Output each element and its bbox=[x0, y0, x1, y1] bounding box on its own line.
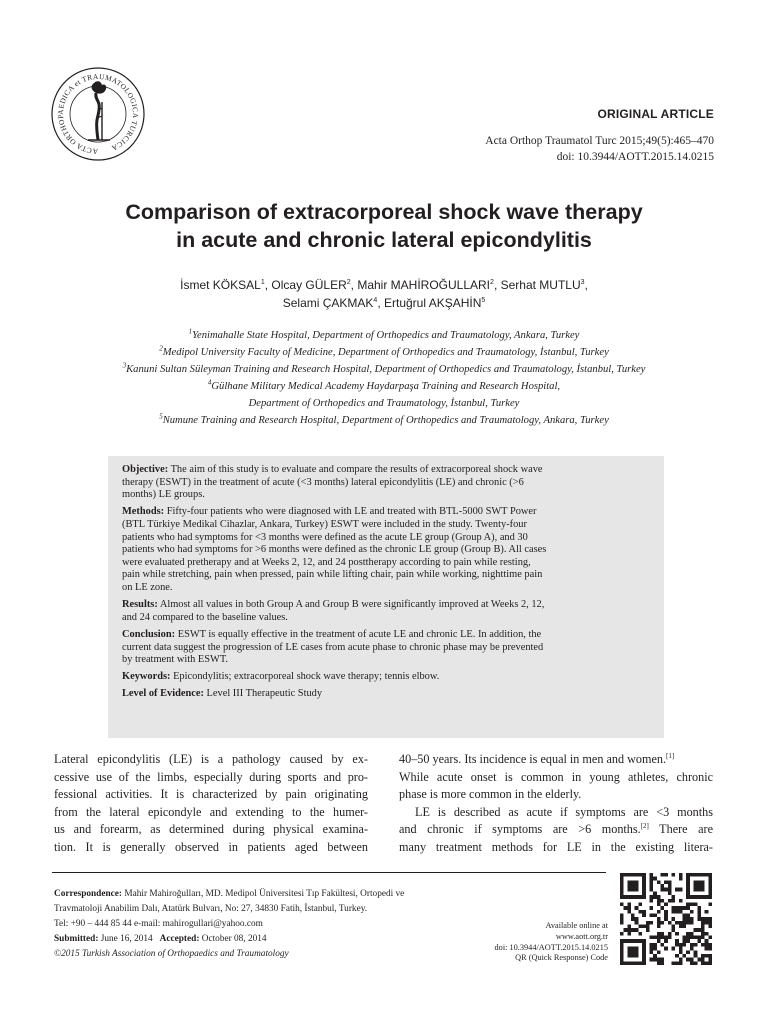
journal-logo bbox=[50, 66, 146, 162]
qr-code-icon[interactable] bbox=[620, 873, 712, 965]
doi: doi: 10.3944/AOTT.2015.14.0215 bbox=[556, 151, 714, 163]
body-line: LE is described as acute if symptoms are <3 months bbox=[415, 804, 713, 819]
abstract-evidence: Level of Evidence: Level III Therapeutic Study bbox=[122, 688, 323, 700]
author: Serhat MUTLU bbox=[500, 278, 581, 292]
abstract-keywords: Keywords: Epicondylitis; extracorporeal shock wave therapy; tennis elbow. bbox=[122, 671, 440, 683]
abstract-methods: Methods: Fifty-four patients who were diagnosed with LE and treated with BTL-5000 SWT Power (BTL Türkiye Medikal Cihazlar, Ankara, Turkey) ESWT were included in the study. Twenty-four patients who had symptoms for <3 months were defined as the acute LE group (Group A), and 30 patients who had symptoms for >6 months were defined as the chronic LE group (Group B). All cases were evaluated pretherapy and at Weeks 2, 12, and 24 posttherapy according to pain while resting, pain while stretching, pain when pressed, pain while lifting chair, pain while working, nighttime pain on LE zone. bbox=[122, 506, 547, 593]
body-line: tion. It is generally observed in patients aged between bbox=[54, 839, 368, 854]
abstract-results: Results: Almost all values in both Group A and Group B were significantly improved at Weeks 2, 12, and 24 compared to the baseline values. bbox=[122, 599, 545, 623]
abstract-box bbox=[108, 456, 664, 738]
logo-text: ACTA ORTHOPAEDICA et TRAUMATOLOGICA TURCICA bbox=[55, 71, 141, 157]
author: Mahir MAHİROĞULLARI bbox=[357, 278, 491, 292]
affiliation: $^5$Numune Training and Research Hospital, Department of Orthopedics and Traumatology, Ankara, Turkey bbox=[159, 412, 609, 426]
body-line: 40–50 years. Its incidence is equal in men and women.[1] bbox=[399, 751, 675, 766]
body-line: and chronic if symptoms are >6 months.[2] There are bbox=[399, 822, 713, 837]
correspondence-block: Correspondence: Mahir Mahiroğulları, MD. Medipol Üniversitesi Tıp Fakültesi, Ortopedi ve Travmatoloji Anabilim Dalı, Atatürk Bulvarı, No: 27, 34830 Fatih, İstanbul, Turkey. Tel: +90 – 444 85 44 e-mail: mahirogullari@yahoo.com Submitted: June 16, 2014 Accepted: October 08, 2014 ©2015 Turkish Association of Orthopaedics and Traumatology bbox=[54, 887, 494, 962]
author: İsmet KÖKSAL bbox=[180, 278, 261, 292]
abstract-objective: Objective: The aim of this study is to evaluate and compare the results of extracorporeal shock wave therapy (ESWT) in the treatment of acute (<3 months) lateral epicondylitis (LE) and chronic (>6 months) LE groups. bbox=[122, 464, 543, 501]
affiliation-cont: Department of Orthopedics and Traumatology, İstanbul, Turkey bbox=[248, 398, 520, 409]
body-line: Lateral epicondylitis (LE) is a pathology caused by ex- bbox=[54, 752, 368, 766]
body-line: many treatment methods for LE in the existing litera- bbox=[399, 839, 713, 854]
affiliation: $^4$Gülhane Military Medical Academy Haydarpaşa Training and Research Hospital, bbox=[207, 378, 561, 392]
body-column-right bbox=[399, 751, 713, 857]
author-list: İsmet KÖKSAL$^1$, Olcay GÜLER$^2$, Mahir MAHİROĞULLARI$^2$, Serhat MUTLU$^3$, Selami ÇAKMAK$^4$, Ertuğrul AKŞAHİN$^5$ bbox=[180, 278, 588, 310]
abstract-conclusion: Conclusion: ESWT is equally effective in the treatment of acute LE and chronic LE. In addition, the current data suggest the progression of LE cases from acute phase to chronic phase may be prevented by treatment with ESWT. bbox=[122, 628, 544, 666]
body-line: While acute onset is common in young athletes, chronic bbox=[399, 769, 713, 784]
tree-icon bbox=[88, 81, 110, 140]
copyright: ©2015 Turkish Association of Orthopaedics and Traumatology bbox=[54, 949, 289, 959]
affiliation: $^2$Medipol University Faculty of Medicine, Department of Orthopedics and Traumatology, İstanbul, Turkey bbox=[159, 344, 609, 358]
author: Selami ÇAKMAK bbox=[282, 296, 374, 310]
citation-ref[interactable]: [2] bbox=[640, 822, 649, 831]
journal-url[interactable]: www.aott.org.tr bbox=[555, 931, 608, 941]
author: Ertuğrul AKŞAHİN bbox=[384, 296, 482, 310]
author: Olcay GÜLER bbox=[271, 278, 347, 292]
affiliations bbox=[40, 327, 728, 429]
body-line: from the lateral epicondyle and extending to the humer- bbox=[54, 804, 368, 819]
citation-block bbox=[485, 133, 714, 165]
paper-title: Comparison of extracorporeal shock wave therapy in acute and chronic lateral epicondylitis bbox=[125, 200, 643, 252]
contact-info: Tel: +90 – 444 85 44 e-mail: mahirogullari@yahoo.com bbox=[54, 919, 263, 929]
body-line: fessional activities. It is characterized by pain originating bbox=[54, 787, 368, 802]
affiliation: $^1$Yenimahalle State Hospital, Department of Orthopedics and Traumatology, Ankara, Turkey bbox=[188, 327, 580, 341]
citation: Acta Orthop Traumatol Turc 2015;49(5):465–470 bbox=[485, 135, 714, 147]
online-info: Available online at www.aott.org.tr doi: 10.3944/AOTT.2015.14.0215 QR (Quick Response) Code bbox=[494, 921, 608, 963]
footer-divider bbox=[52, 872, 606, 873]
body-line: phase is more common in the elderly. bbox=[399, 787, 582, 802]
body-line: us and forearm, as determined during physical examina- bbox=[54, 822, 368, 837]
dates: Submitted: June 16, 2014 Accepted: October 08, 2014 bbox=[54, 934, 267, 944]
citation-ref[interactable]: [1] bbox=[666, 751, 675, 760]
article-type: ORIGINAL ARTICLE bbox=[597, 107, 714, 121]
body-line: cessive use of the limbs, especially during sports and pro- bbox=[54, 769, 368, 784]
affiliation: $^3$Kanuni Sultan Süleyman Training and Research Hospital, Department of Orthopedics and Traumatology, İstanbul, Turkey bbox=[122, 361, 646, 375]
body-column-left bbox=[54, 751, 368, 857]
